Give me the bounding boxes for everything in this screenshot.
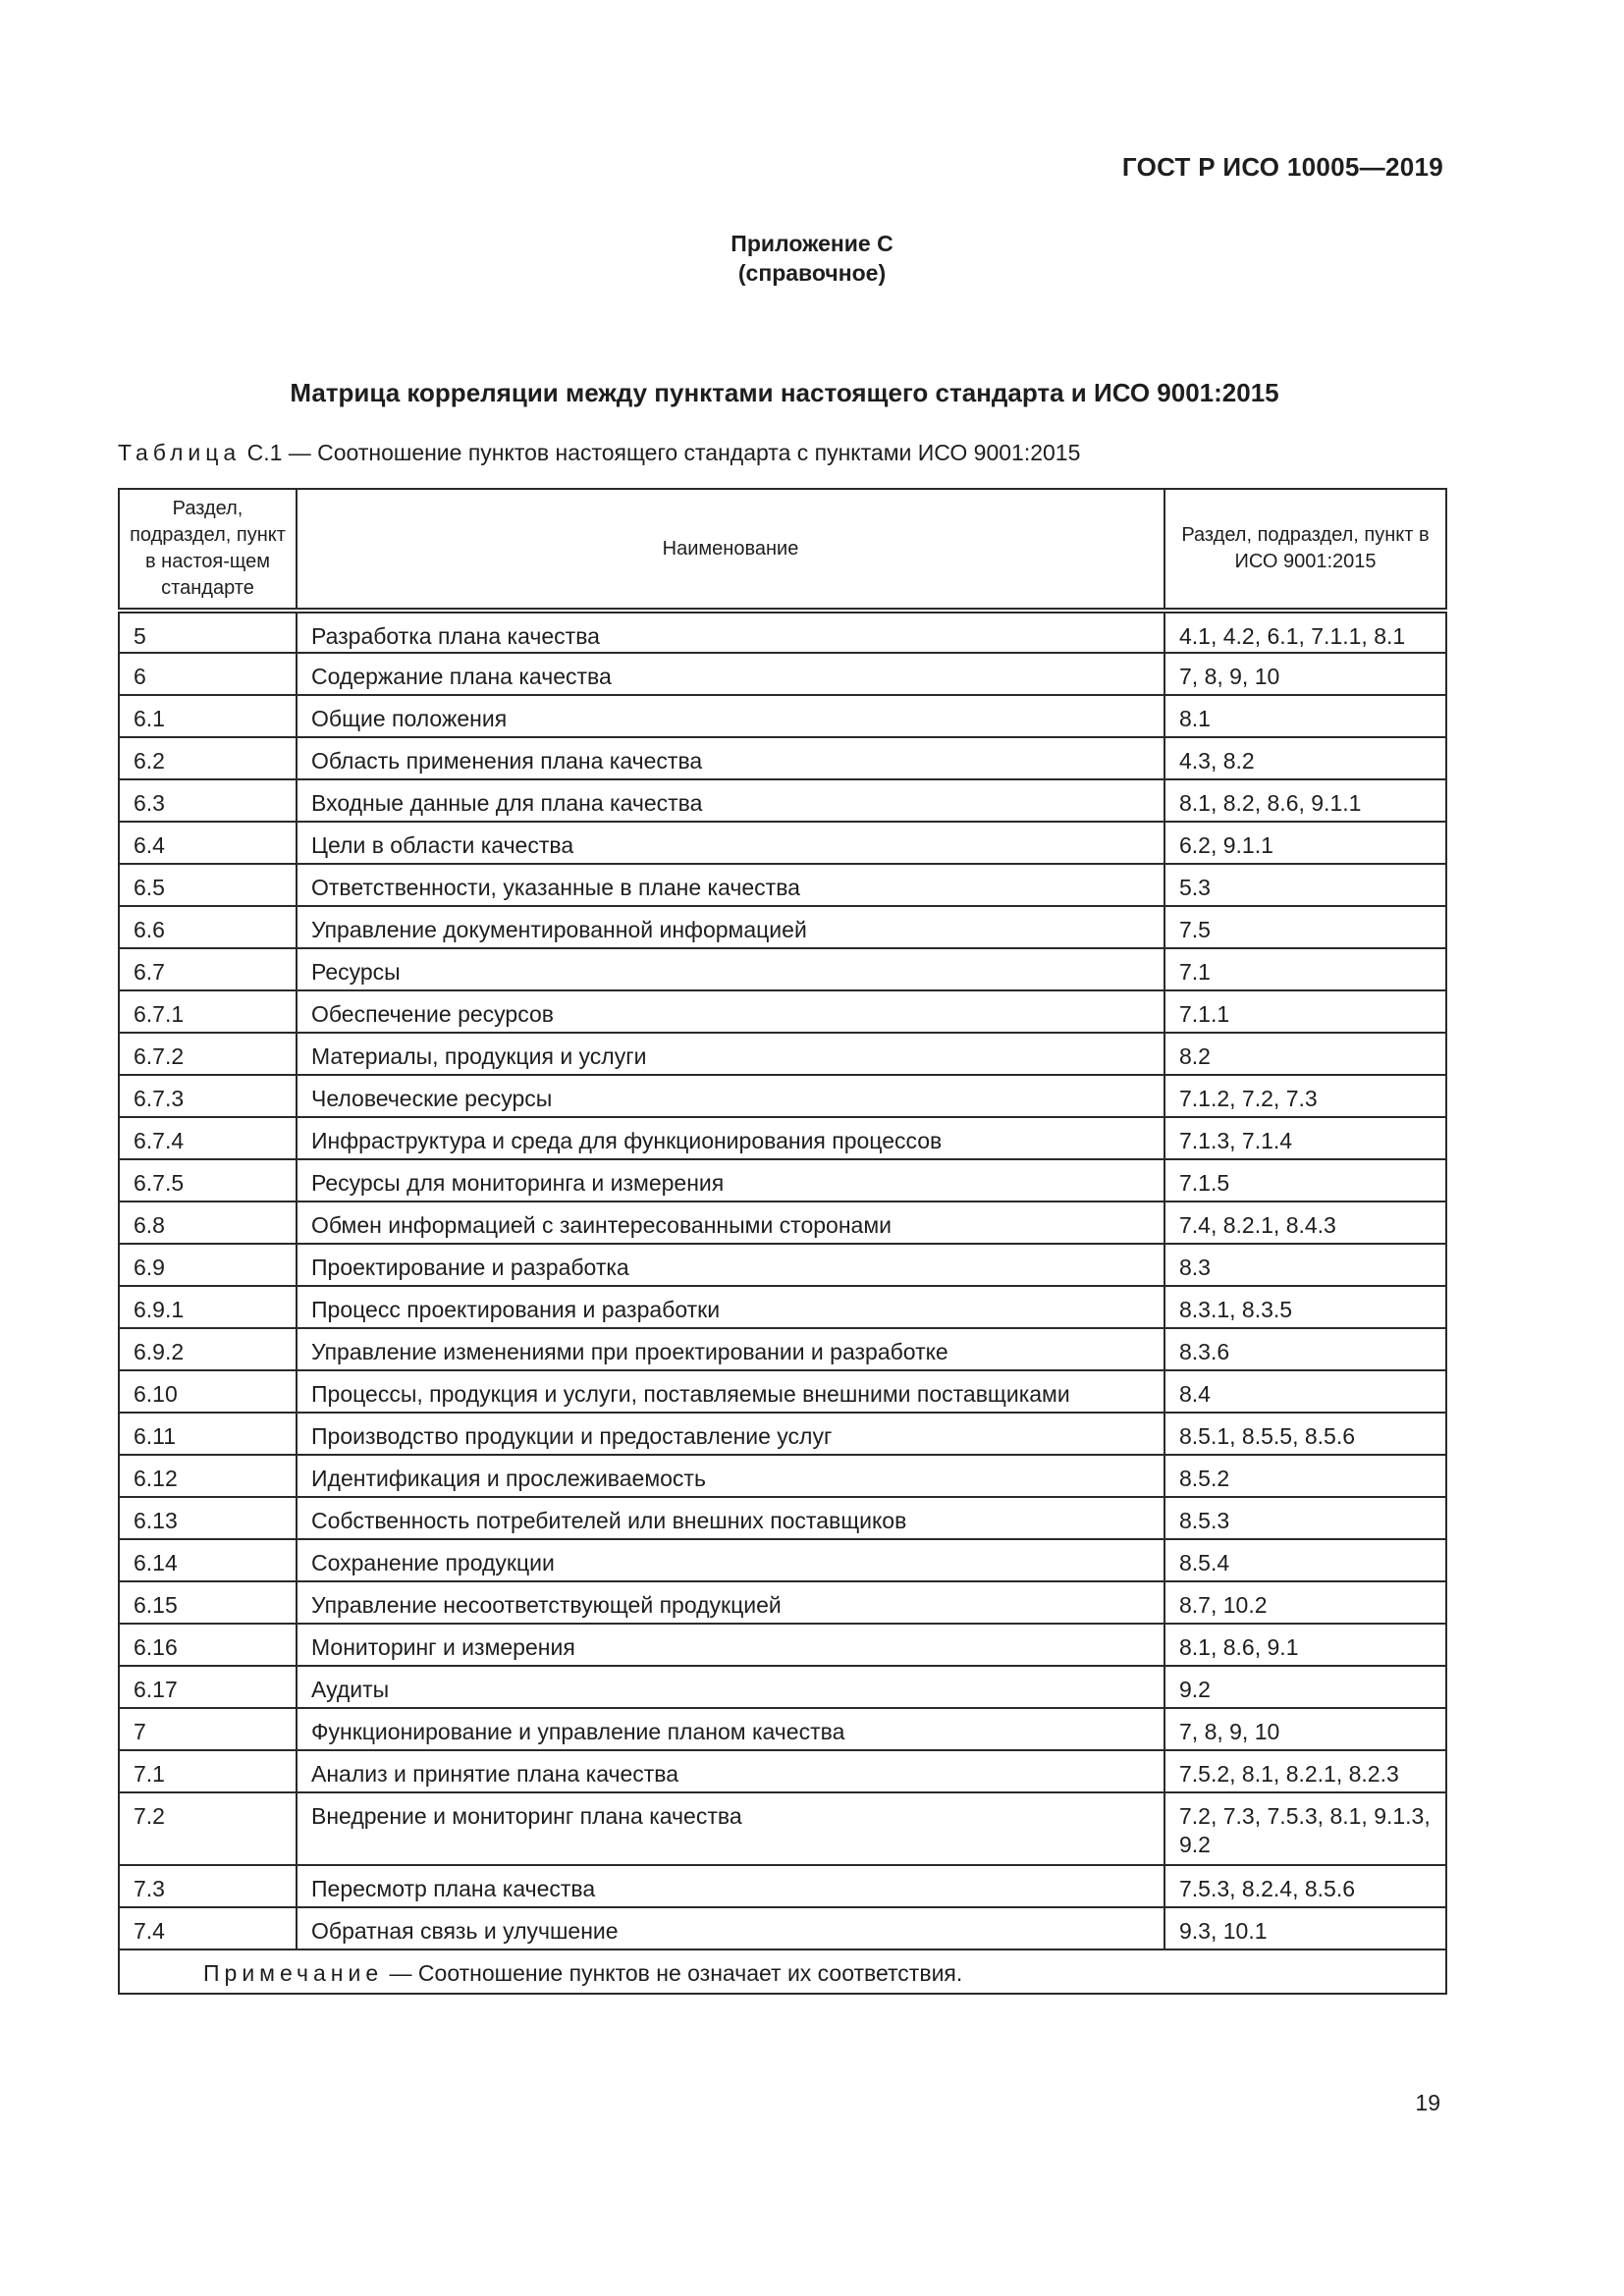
table-row: [119, 1539, 1446, 1581]
cell-iso-clause: 4.1, 4.2, 6.1, 7.1.1, 8.1: [1164, 611, 1446, 653]
cell-iso-clause: 8.1, 8.2, 8.6, 9.1.1: [1164, 779, 1446, 822]
cell-name: Входные данные для плана качества: [297, 779, 1164, 822]
cell-name: Обмен информацией с заинтересованными сторонами: [297, 1201, 1164, 1244]
cell-name: Общие положения: [297, 695, 1164, 737]
cell-standard-clause: 6.7.5: [119, 1159, 297, 1201]
cell-standard-clause: 6.2: [119, 737, 297, 779]
table-row: [119, 1328, 1446, 1370]
cell-standard-clause: 6.9: [119, 1244, 297, 1286]
cell-name: Разработка плана качества: [297, 611, 1164, 653]
cell-standard-clause: 6.8: [119, 1201, 297, 1244]
cell-iso-clause: 8.1, 8.6, 9.1: [1164, 1624, 1446, 1666]
table-caption: [118, 440, 1080, 466]
table-row: [119, 1286, 1446, 1328]
cell-name: Производство продукции и предоставление услуг: [297, 1413, 1164, 1455]
appendix-subtitle: (справочное): [737, 260, 887, 286]
matrix-title: Матрица корреляции между пунктами настоящего стандарта и ИСО 9001:2015: [290, 378, 1279, 407]
cell-iso-clause: 8.4: [1164, 1370, 1446, 1413]
table-row: [119, 1907, 1446, 1949]
cell-name: Процесс проектирования и разработки: [297, 1286, 1164, 1328]
table-row: [119, 695, 1446, 737]
cell-standard-clause: 6.3: [119, 779, 297, 822]
cell-standard-clause: 6.12: [119, 1455, 297, 1497]
page-number: 19: [1415, 2090, 1440, 2115]
cell-iso-clause: 8.5.3: [1164, 1497, 1446, 1539]
cell-name: Ресурсы для мониторинга и измерения: [297, 1159, 1164, 1201]
cell-name: Область применения плана качества: [297, 737, 1164, 779]
cell-standard-clause: 6.6: [119, 906, 297, 948]
table-row: [119, 737, 1446, 779]
cell-iso-clause: 7, 8, 9, 10: [1164, 1708, 1446, 1750]
cell-standard-clause: 6.9.1: [119, 1286, 297, 1328]
cell-name: Управление документированной информацией: [297, 906, 1164, 948]
table-row: [119, 948, 1446, 990]
cell-iso-clause: 8.3.6: [1164, 1328, 1446, 1370]
cell-iso-clause: 7.1: [1164, 948, 1446, 990]
cell-standard-clause: 6.13: [119, 1497, 297, 1539]
cell-standard-clause: 7.4: [119, 1907, 297, 1949]
cell-standard-clause: 6.4: [119, 822, 297, 864]
cell-iso-clause: 8.3: [1164, 1244, 1446, 1286]
table-row: [119, 1792, 1446, 1865]
cell-name: Обеспечение ресурсов: [297, 990, 1164, 1033]
cell-name: Идентификация и прослеживаемость: [297, 1455, 1164, 1497]
correlation-table: [118, 488, 1447, 1995]
table-note: [119, 1949, 1446, 1994]
cell-standard-clause: 5: [119, 611, 297, 653]
cell-standard-clause: 6.16: [119, 1624, 297, 1666]
cell-standard-clause: 6: [119, 653, 297, 695]
table-note-row: [119, 1949, 1446, 1994]
table-row: [119, 611, 1446, 653]
cell-iso-clause: 8.5.2: [1164, 1455, 1446, 1497]
cell-iso-clause: 4.3, 8.2: [1164, 737, 1446, 779]
cell-iso-clause: 8.5.4: [1164, 1539, 1446, 1581]
cell-name: Обратная связь и улучшение: [297, 1907, 1164, 1949]
cell-name: Анализ и принятие плана качества: [297, 1750, 1164, 1792]
cell-name: Цели в области качества: [297, 822, 1164, 864]
table-row: [119, 864, 1446, 906]
table-row: [119, 1201, 1446, 1244]
cell-iso-clause: 7.4, 8.2.1, 8.4.3: [1164, 1201, 1446, 1244]
table-row: [119, 1624, 1446, 1666]
table-row: [119, 1666, 1446, 1708]
table-row: [119, 1865, 1446, 1907]
table-header-row: [119, 489, 1446, 611]
cell-name: Аудиты: [297, 1666, 1164, 1708]
cell-iso-clause: 7.1.5: [1164, 1159, 1446, 1201]
table-row: [119, 1370, 1446, 1413]
cell-name: Ответственности, указанные в плане качества: [297, 864, 1164, 906]
table-row: [119, 822, 1446, 864]
cell-standard-clause: 6.7: [119, 948, 297, 990]
cell-name: Пересмотр плана качества: [297, 1865, 1164, 1907]
cell-iso-clause: 5.3: [1164, 864, 1446, 906]
cell-standard-clause: 6.14: [119, 1539, 297, 1581]
document-code: ГОСТ Р ИСО 10005—2019: [1121, 152, 1443, 182]
cell-standard-clause: 6.1: [119, 695, 297, 737]
cell-name: Проектирование и разработка: [297, 1244, 1164, 1286]
cell-iso-clause: 6.2, 9.1.1: [1164, 822, 1446, 864]
cell-iso-clause: 7.1.2, 7.2, 7.3: [1164, 1075, 1446, 1117]
cell-standard-clause: 6.5: [119, 864, 297, 906]
table-row: [119, 1159, 1446, 1201]
cell-iso-clause: 8.5.1, 8.5.5, 8.5.6: [1164, 1413, 1446, 1455]
cell-name: Сохранение продукции: [297, 1539, 1164, 1581]
table-row: [119, 1581, 1446, 1624]
table-row: [119, 1117, 1446, 1159]
cell-standard-clause: 7.1: [119, 1750, 297, 1792]
cell-name: Управление несоответствующей продукцией: [297, 1581, 1164, 1624]
cell-name: Управление изменениями при проектировании и разработке: [297, 1328, 1164, 1370]
cell-iso-clause: 8.1: [1164, 695, 1446, 737]
cell-iso-clause: 8.2: [1164, 1033, 1446, 1075]
cell-standard-clause: 6.15: [119, 1581, 297, 1624]
table-row: [119, 1750, 1446, 1792]
table-caption-label: Таблица: [118, 440, 242, 465]
cell-name: Содержание плана качества: [297, 653, 1164, 695]
cell-standard-clause: 6.11: [119, 1413, 297, 1455]
cell-standard-clause: 6.7.3: [119, 1075, 297, 1117]
cell-standard-clause: 6.10: [119, 1370, 297, 1413]
table-note-label: Примечание: [203, 1960, 384, 1986]
cell-iso-clause: 7.5.2, 8.1, 8.2.1, 8.2.3: [1164, 1750, 1446, 1792]
table-body: [119, 611, 1446, 1994]
cell-standard-clause: 6.7.1: [119, 990, 297, 1033]
table-row: [119, 1497, 1446, 1539]
cell-name: Функционирование и управление планом качества: [297, 1708, 1164, 1750]
table-row: [119, 653, 1446, 695]
cell-name: Инфраструктура и среда для функционирования процессов: [297, 1117, 1164, 1159]
table-row: [119, 1708, 1446, 1750]
cell-iso-clause: 7, 8, 9, 10: [1164, 653, 1446, 695]
cell-standard-clause: 7: [119, 1708, 297, 1750]
table-row: [119, 1455, 1446, 1497]
table-row: [119, 1033, 1446, 1075]
cell-standard-clause: 7.2: [119, 1792, 297, 1865]
cell-iso-clause: 8.3.1, 8.3.5: [1164, 1286, 1446, 1328]
table-row: [119, 779, 1446, 822]
cell-standard-clause: 6.7.2: [119, 1033, 297, 1075]
cell-iso-clause: 7.5: [1164, 906, 1446, 948]
cell-standard-clause: 6.7.4: [119, 1117, 297, 1159]
cell-iso-clause: 7.1.1: [1164, 990, 1446, 1033]
header-standard-clause: Раздел, подраздел, пункт в настоя-щем стандарте: [119, 489, 297, 611]
header-iso-clause: Раздел, подраздел, пункт в ИСО 9001:2015: [1164, 489, 1446, 611]
cell-standard-clause: 6.9.2: [119, 1328, 297, 1370]
cell-name: Мониторинг и измерения: [297, 1624, 1164, 1666]
table-row: [119, 990, 1446, 1033]
header-name: Наименование: [297, 489, 1164, 611]
cell-iso-clause: 8.7, 10.2: [1164, 1581, 1446, 1624]
cell-name: Внедрение и мониторинг плана качества: [297, 1792, 1164, 1865]
table-row: [119, 906, 1446, 948]
cell-name: Процессы, продукция и услуги, поставляемые внешними поставщиками: [297, 1370, 1164, 1413]
cell-name: Материалы, продукция и услуги: [297, 1033, 1164, 1075]
cell-iso-clause: 7.2, 7.3, 7.5.3, 8.1, 9.1.3, 9.2: [1164, 1792, 1446, 1865]
table-caption-text: С.1 — Соотношение пунктов настоящего стандарта с пунктами ИСО 9001:2015: [241, 440, 1081, 465]
cell-iso-clause: 9.2: [1164, 1666, 1446, 1708]
cell-standard-clause: 6.17: [119, 1666, 297, 1708]
table-note-text: — Соотношение пунктов не означает их соответствия.: [383, 1960, 963, 1986]
cell-name: Собственность потребителей или внешних поставщиков: [297, 1497, 1164, 1539]
cell-iso-clause: 9.3, 10.1: [1164, 1907, 1446, 1949]
table-row: [119, 1244, 1446, 1286]
cell-standard-clause: 7.3: [119, 1865, 297, 1907]
cell-name: Человеческие ресурсы: [297, 1075, 1164, 1117]
appendix-title: Приложение С: [731, 231, 893, 256]
table-row: [119, 1075, 1446, 1117]
cell-name: Ресурсы: [297, 948, 1164, 990]
table-row: [119, 1413, 1446, 1455]
cell-iso-clause: 7.1.3, 7.1.4: [1164, 1117, 1446, 1159]
cell-iso-clause: 7.5.3, 8.2.4, 8.5.6: [1164, 1865, 1446, 1907]
